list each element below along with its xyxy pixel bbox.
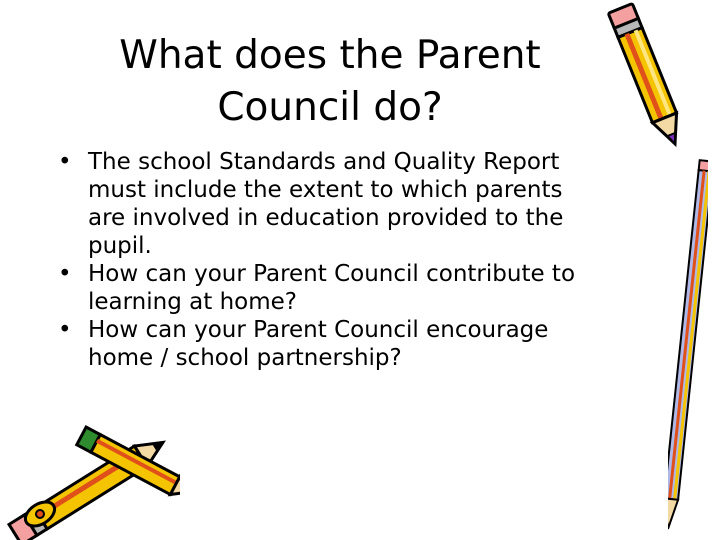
slide-title bbox=[60, 30, 600, 134]
bullet-2-line-2: learning at home? bbox=[88, 289, 297, 315]
bullet-item-1 bbox=[58, 148, 658, 260]
pencil-icon-top-right bbox=[596, 0, 696, 160]
slide-title-line-1: What does the Parent bbox=[119, 33, 541, 78]
bullet-item-3 bbox=[58, 316, 658, 372]
bullet-1-line-2: must include the extent to which parents bbox=[88, 177, 563, 203]
bullet-marker: • bbox=[58, 261, 72, 287]
bullet-1-line-4: pupil. bbox=[88, 233, 152, 259]
bullet-1-line-1: The school Standards and Quality Report bbox=[88, 149, 560, 175]
bullet-list bbox=[58, 148, 658, 372]
bullet-3-line-2: home / school partnership? bbox=[88, 345, 402, 371]
pencil-icon-right-edge bbox=[668, 158, 708, 540]
bullet-1-line-3: are involved in education provided to the bbox=[88, 205, 564, 231]
bullet-marker: • bbox=[58, 149, 72, 175]
bullet-marker: • bbox=[58, 317, 72, 343]
bullet-3-line-1: How can your Parent Council encourage bbox=[88, 317, 549, 343]
crossed-pencils-icon-bottom-left bbox=[0, 418, 180, 540]
bullet-item-2 bbox=[58, 260, 658, 316]
bullet-2-line-1: How can your Parent Council contribute to bbox=[88, 261, 576, 287]
slide-title-line-2: Council do? bbox=[217, 85, 443, 130]
